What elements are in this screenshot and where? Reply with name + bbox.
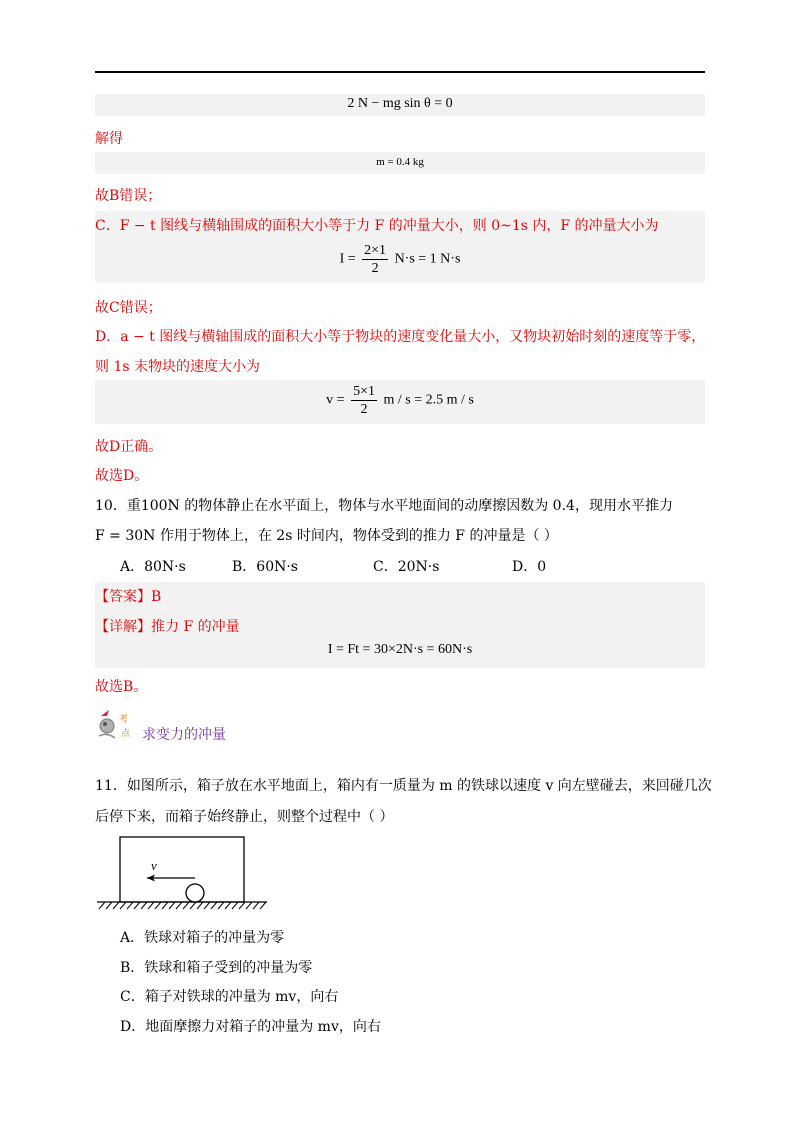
option-d-analysis-1: D．a − t 图线与横轴围成的面积大小等于物块的速度变化量大小，又物块初始时刻的速度等于零， <box>95 329 706 345</box>
topic-icon <box>95 708 141 744</box>
topic-label: 求变力的冲量 <box>142 727 226 743</box>
solution-label: 解得 <box>95 131 123 147</box>
equation-impulse: I = Ft = 30×2N·s = 60N·s <box>327 642 473 657</box>
equation-force-balance: 2 N − mg sin θ = 0 <box>347 96 453 111</box>
conclusion-c-wrong: 故C错误； <box>95 300 162 316</box>
equation-mass: m = 0.4 kg <box>376 156 424 168</box>
question-11-line-2: 后停下来，而箱子始终静止，则整个过程中（ ） <box>95 809 394 825</box>
fraction-numerator: 2×1 <box>364 243 387 258</box>
question-10-line-2: F = 30N 作用于物体上，在 2s 时间内，物体受到的推力 F 的冲量是（ ） <box>95 528 558 544</box>
equation-rhs: N·s = 1 N·s <box>394 251 461 267</box>
fraction-denominator: 2 <box>371 261 379 276</box>
velocity-label: v <box>151 858 157 873</box>
conclusion-d-correct: 故D正确。 <box>95 439 163 455</box>
option-d-analysis-2: 则 1s 末物块的速度大小为 <box>95 359 260 375</box>
equation-impulse-f <box>95 242 705 277</box>
question-11-option-c: C．箱子对铁球的冲量为 mv，向右 <box>120 989 339 1005</box>
fraction-numerator: 5×1 <box>353 384 375 399</box>
topic-icon-text-1: 考 <box>119 715 129 725</box>
header-rule <box>95 71 705 73</box>
option-c-analysis: C．F − t 图线与横轴围成的面积大小等于力 F 的冲量大小，则 0~1s 内，F 的冲量大小为 <box>95 218 659 234</box>
question-10-option-b: B．60N·s <box>232 559 298 575</box>
question-11-option-a: A．铁球对箱子的冲量为零 <box>120 930 285 946</box>
final-choice-d: 故选D。 <box>95 468 149 484</box>
question-10-line-1: 10．重100N 的物体静止在水平面上，物体与水平地面间的动摩擦因数为 0.4，现用水平推力 <box>95 498 673 514</box>
equation-rhs: m / s = 2.5 m / s <box>383 392 474 408</box>
conclusion-b-wrong: 故B错误； <box>95 188 162 204</box>
fraction <box>362 242 388 277</box>
final-choice-b: 故选B。 <box>95 679 148 695</box>
fraction <box>351 383 377 418</box>
question-10-option-c: C．20N·s <box>373 559 440 575</box>
equation-lhs: I = <box>339 251 356 267</box>
question-11-line-1: 11．如图所示，箱子放在水平地面上，箱内有一质量为 m 的铁球以速度 v 向左壁碰去，来回碰几次 <box>95 778 712 794</box>
equation-velocity <box>95 383 705 418</box>
question-11-option-b: B．铁球和箱子受到的冲量为零 <box>120 960 313 976</box>
question-10-option-d: D．0 <box>512 559 547 575</box>
topic-icon-text-2: 点 <box>121 729 131 739</box>
answer-label: 【答案】B <box>95 589 162 605</box>
equation-lhs: v = <box>326 392 345 408</box>
fraction-denominator: 2 <box>360 402 368 417</box>
question-11-option-d: D．地面摩擦力对箱子的冲量为 mv，向右 <box>120 1019 381 1035</box>
question-10-option-a: A．80N·s <box>120 559 186 575</box>
box-ball-figure <box>95 835 270 915</box>
detail-label: 【详解】推力 F 的冲量 <box>95 619 240 635</box>
